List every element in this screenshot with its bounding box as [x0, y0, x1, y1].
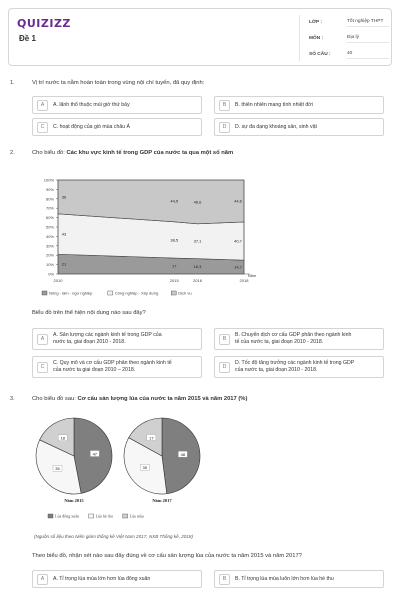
option-letter: C: [37, 122, 48, 133]
option-line: của nước ta, giai đoạn 2010 - 2018.: [235, 367, 318, 373]
q1-option-a[interactable]: [32, 96, 202, 114]
option-letter: B: [219, 334, 230, 345]
legend-swatch: [123, 514, 128, 518]
legend-swatch: [48, 514, 53, 518]
question-text-bold: Cơ cấu sản lượng lúa của nước ta năm 2015 và năm 2017 (%): [77, 396, 248, 402]
y-tick-label: 80%: [45, 196, 54, 202]
question-text-prefix: Cho biểu đồ sau:: [32, 396, 78, 402]
question-number: 1.: [10, 80, 15, 86]
data-label: 44,6: [234, 198, 242, 204]
data-label: 43: [61, 231, 67, 237]
option-text: [53, 332, 162, 346]
y-tick-label: 70%: [45, 205, 54, 211]
data-label: 16,3: [193, 263, 202, 269]
option-line: D. Tốc độ tăng trưởng các ngành kinh tế trong GDP: [235, 360, 355, 366]
y-tick-label: 60%: [45, 215, 54, 221]
pie-data-label: 47: [92, 451, 98, 457]
question-text: [32, 150, 233, 156]
option-line: C. Quy mô và cơ cấu GDP phân theo ngành kinh tế: [53, 360, 172, 366]
q2-option-b[interactable]: [214, 328, 384, 350]
area-chart: [30, 172, 270, 304]
x-axis-label: Năm: [247, 273, 257, 278]
option-text: [53, 360, 172, 374]
data-label: 38,5: [170, 237, 179, 243]
data-label: 46,6: [193, 199, 202, 205]
worksheet-title: Đề 1: [19, 34, 36, 43]
meta-count-row: [309, 48, 389, 61]
y-tick-label: 100%: [43, 177, 54, 183]
option-letter: A: [37, 334, 48, 345]
option-letter: B: [219, 100, 230, 111]
option-text: A. Tỉ trọng lúa mùa lớn hơn lúa đông xuân: [53, 575, 151, 582]
option-text: B. Tỉ trọng lúa mùa luôn lớn hơn lúa hè thu: [235, 575, 334, 582]
data-label: 36: [61, 194, 67, 200]
legend-label: Lúa mùa: [129, 513, 144, 519]
q1-option-b[interactable]: [214, 96, 384, 114]
option-text: D. sự đa dạng khoáng sản, sinh vật: [235, 123, 317, 130]
option-letter: A: [37, 574, 48, 585]
y-tick-label: 30%: [45, 243, 54, 249]
legend-swatch: [108, 291, 113, 295]
option-line: A. Sản lượng các ngành kinh tế trong GDP của: [53, 332, 162, 338]
x-tick-label: 2018: [239, 278, 249, 283]
legend-label: Nông - lâm - ngư nghiệp: [49, 290, 93, 296]
data-label: 21: [61, 261, 67, 267]
q2-option-d[interactable]: [214, 356, 384, 378]
question-number: 2.: [10, 150, 15, 156]
option-text: B. thiên nhiên mang tính nhiệt đới: [235, 101, 313, 108]
y-tick-label: 10%: [45, 262, 54, 268]
option-text: [235, 332, 351, 346]
y-tick-label: 90%: [45, 186, 54, 192]
legend-swatch: [89, 514, 94, 518]
pie-data-label: 17: [149, 435, 154, 441]
data-label: 37,1: [193, 238, 202, 244]
y-tick-label: 0%: [48, 271, 54, 277]
q2-option-a[interactable]: [32, 328, 202, 350]
pie-data-label: 35: [55, 466, 60, 472]
data-label: 14,7: [234, 264, 242, 270]
quizizz-logo: QUIZIZZ: [17, 17, 71, 30]
pie-data-label: 48: [180, 451, 186, 457]
pie-chart: [30, 412, 240, 526]
header-divider: [299, 15, 300, 61]
q3-option-b[interactable]: [214, 570, 384, 588]
meta-count-label: SỐ CÂU :: [309, 52, 331, 57]
y-tick-label: 20%: [45, 252, 54, 258]
question-text: Theo biểu đồ, nhận xét nào sau đây đúng về cơ cấu sản lượng lúa của nước ta năm 2015 và năm 2017?: [32, 553, 302, 559]
y-tick-label: 40%: [45, 233, 54, 239]
option-letter: D: [219, 362, 230, 373]
question-text-bold: Các khu vực kinh tế trong GDP của nước ta qua một số năm: [66, 150, 234, 156]
question-text: Vị trí nước ta nằm hoàn toàn trong vùng nội chí tuyến, đã quy định:: [32, 80, 205, 86]
meta-class-label: LỚP :: [309, 20, 323, 25]
x-tick-label: 2016: [193, 278, 202, 283]
question-text: Biểu đồ trên thể hiện nội dung nào sau đây?: [32, 310, 146, 316]
data-label: 40,7: [234, 238, 242, 244]
q1-option-c[interactable]: [32, 118, 202, 136]
pie-title: Năm 2015: [64, 498, 84, 503]
data-label: 44,5: [170, 198, 179, 204]
data-label: 17: [172, 263, 177, 269]
option-letter: D: [219, 122, 230, 133]
option-letter: B: [219, 574, 230, 585]
pie-title: Năm 2017: [152, 498, 172, 503]
meta-subject-label: MÔN :: [309, 36, 324, 41]
data-source-note: (Nguồn số liệu theo Niên giám thống kê Việt Nam 2017, NXB Thống kê, 2018): [34, 534, 194, 539]
q1-option-d[interactable]: [214, 118, 384, 136]
option-line: nước ta, giai đoạn 2010 - 2018.: [53, 339, 126, 345]
meta-class-value: Tốt nghiệp THPT: [347, 19, 389, 27]
option-line: tế của nước ta, giai đoạn 2010 - 2018.: [235, 339, 324, 345]
legend-label: Lúa đông xuân: [55, 513, 79, 519]
y-tick-label: 50%: [45, 224, 54, 230]
question-text: [32, 396, 247, 402]
x-tick-label: 2010: [53, 278, 63, 283]
option-line: của nước ta giai đoạn 2010 – 2018.: [53, 367, 136, 373]
worksheet-header: [8, 8, 392, 66]
option-text: [235, 360, 354, 374]
option-letter: A: [37, 100, 48, 111]
legend-label: Dịch vụ: [178, 290, 192, 296]
legend-label: Lúa hè thu: [95, 513, 113, 519]
legend-swatch: [42, 291, 47, 295]
legend-swatch: [171, 291, 176, 295]
question-text-prefix: Cho biểu đồ:: [32, 150, 67, 156]
question-number: 3.: [10, 396, 15, 402]
option-letter: C: [37, 362, 48, 373]
meta-class-row: [309, 16, 389, 29]
meta-subject-row: [309, 32, 389, 45]
pie-data-label: 18: [60, 435, 66, 441]
q2-option-c[interactable]: [32, 356, 202, 378]
option-text: A. lãnh thổ thuộc múi giờ thứ bảy: [53, 101, 130, 108]
option-line: B. Chuyển dịch cơ cấu GDP phân theo ngành kinh: [235, 332, 352, 338]
legend-label: Công nghiệp - Xây dựng: [114, 290, 159, 296]
q3-option-a[interactable]: [32, 570, 202, 588]
x-tick-label: 2015: [169, 278, 179, 283]
meta-subject-value: Địa lý: [347, 35, 389, 43]
meta-count-value: 40: [347, 51, 389, 59]
option-text: C. hoạt động của gió mùa châu Á: [53, 123, 130, 130]
pie-data-label: 35: [142, 465, 147, 471]
